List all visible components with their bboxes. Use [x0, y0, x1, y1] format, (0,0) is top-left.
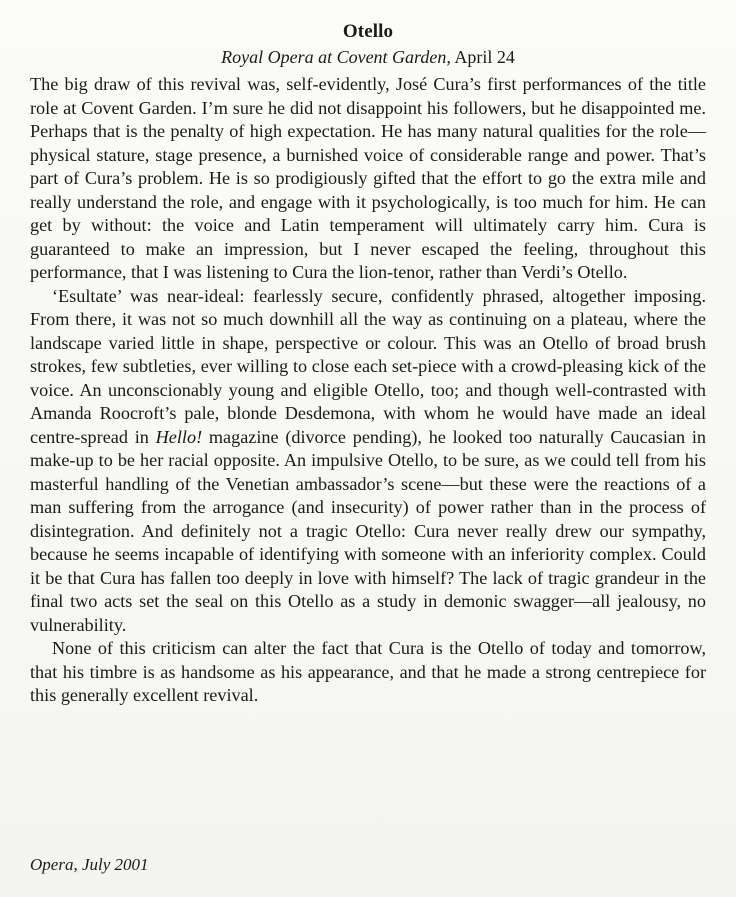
paragraph-2-part-2: magazine (divorce pending), he looked too naturally Caucasian in make-up to be her racial opposite. An impulsive Otello, to be sure, as we could tell from his masterful handling of the Venetian ambassador’s scene—but these were the reactions of a man suffering from the arrogance (and insecurity) of power rather than in the process of disintegration. And definitely not a tragic Otello: Cura never really drew our sympathy, because he seems incapable of identifying with someone with an inferiority complex. Could it be that Cura has fallen too deeply in love with himself? The lack of tragic grandeur in the final two acts set the seal on this Otello as a study in demonic swagger—all jealousy, no vulnerability. [30, 426, 707, 635]
venue-name: Royal Opera at Covent Garden, [221, 47, 451, 67]
article-body [30, 73, 706, 708]
magazine-title: Hello! [155, 426, 203, 447]
paragraph-2 [30, 285, 706, 638]
article-header [0, 20, 736, 69]
performance-date: April 24 [450, 47, 515, 67]
paragraph-2-part-1: ‘Esultate’ was near-ideal: fearlessly secure, confidently phrased, altogether imposing. From there, it was not so much downhill all the way as continuing on a plateau, where the landscape varied little in shape, perspective or colour. This was an Otello of broad brush strokes, few subtleties, ever willing to close each set-piece with a crowd-pleasing kick of the voice. An unconscionably young and eligible Otello, too; and though well-contrasted with Amanda Roocroft’s pale, blonde Desdemona, with whom he would have made an ideal centre-spread in [30, 285, 706, 447]
venue-line [0, 45, 736, 69]
article-title: Otello [342, 21, 394, 42]
paragraph-1: The big draw of this revival was, self-evidently, José Cura’s first performances of the title role at Covent Garden. I’m sure he did not disappoint his followers, but he disappointed me. Perhaps that is the penalty of high expectation. He has many natural qualities for the role—physical stature, stage presence, a burnished voice of considerable range and power. That’s part of Cura’s problem. He is so prodigiously gifted that the effort to go the extra mile and really understand the role, and engage with it psychologically, is too much for him. He can get by without: the voice and Latin temperament will ultimately carry him. Cura is guaranteed to make an impression, but I never escaped the feeling, throughout this performance, that I was listening to Cura the lion-tenor, rather than Verdi’s Otello. [30, 74, 706, 282]
paragraph-3: None of this criticism can alter the fact that Cura is the Otello of today and tomorrow, that his timbre is as handsome as his appearance, and that he made a strong centrepiece for this generally excellent revival. [30, 638, 706, 705]
source-citation: Opera, July 2001 [30, 855, 149, 874]
